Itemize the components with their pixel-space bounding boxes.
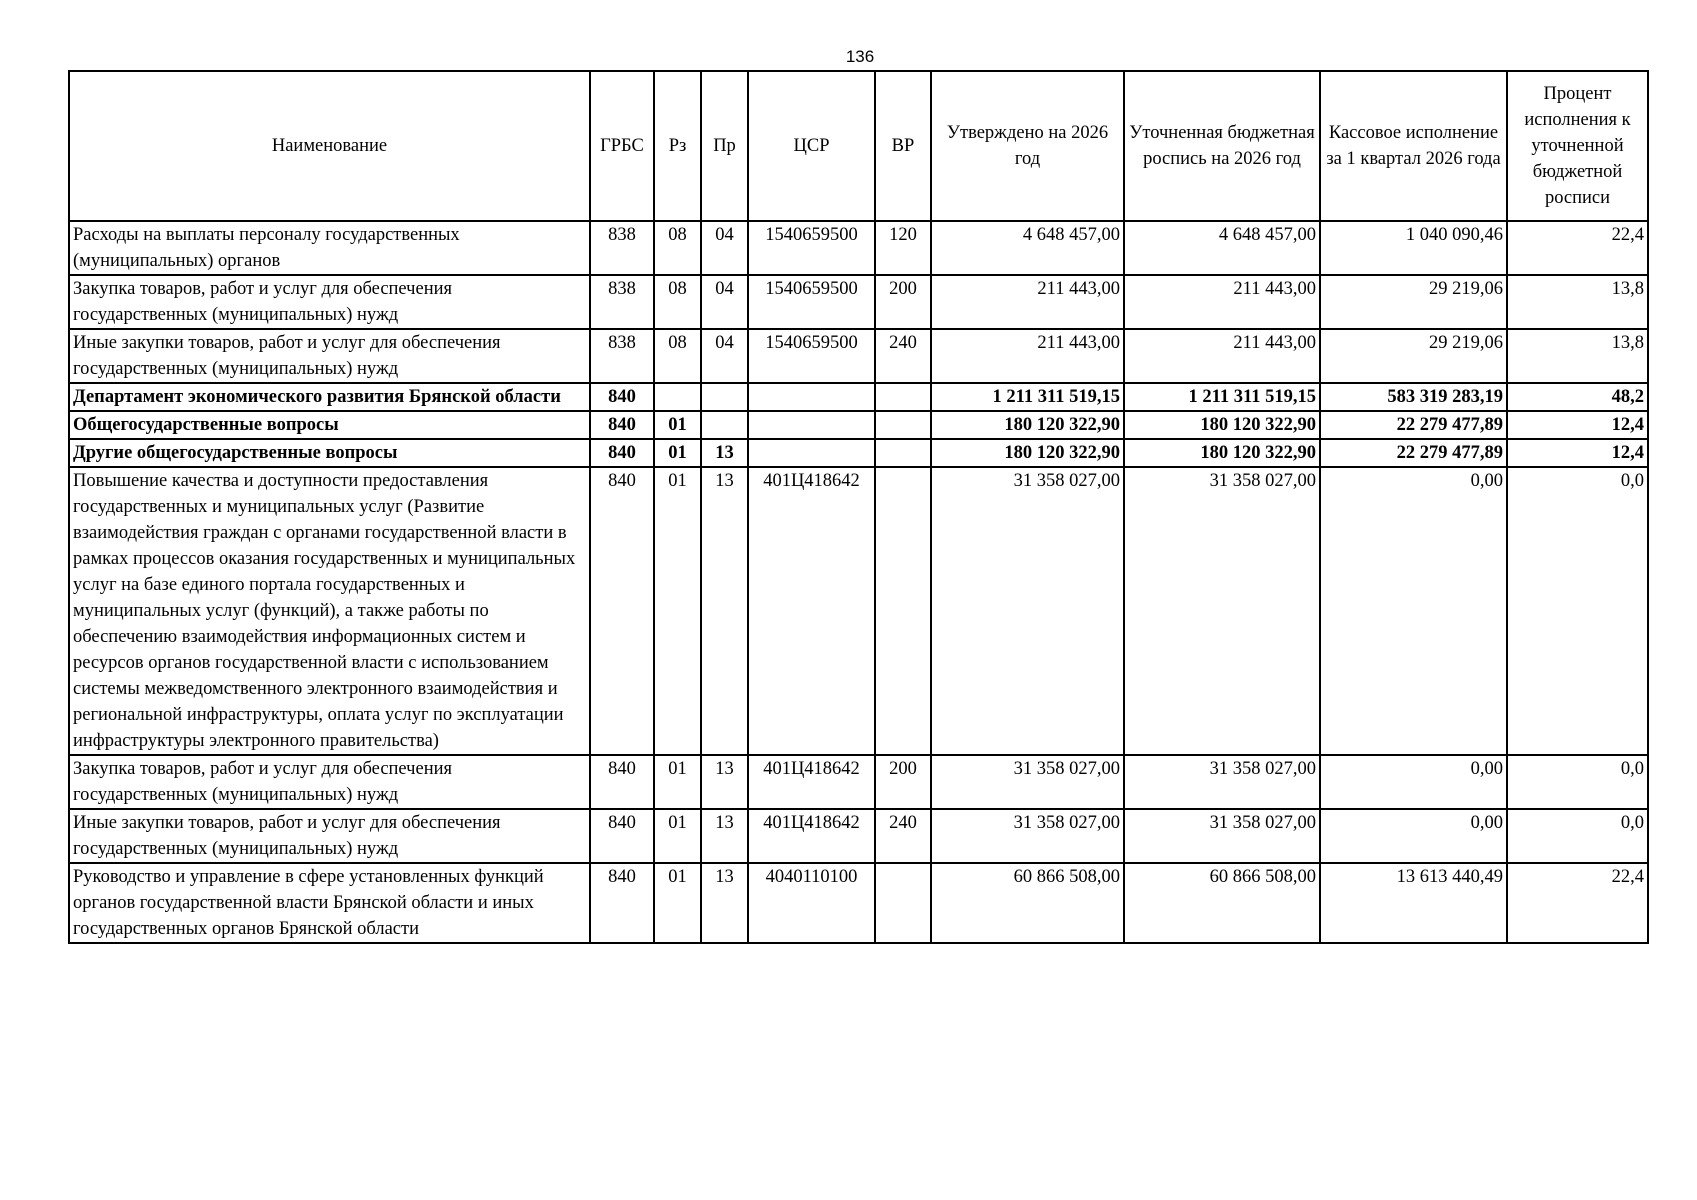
row-rz: 08 [654, 329, 701, 383]
table-row [69, 439, 1648, 467]
row-pr: 13 [701, 755, 748, 809]
row-cash: 583 319 283,19 [1320, 383, 1507, 411]
row-vr [875, 467, 931, 755]
row-percent: 0,0 [1507, 467, 1648, 755]
row-percent: 22,4 [1507, 221, 1648, 275]
row-csr: 401Ц418642 [748, 809, 875, 863]
row-pr [701, 383, 748, 411]
row-approved: 31 358 027,00 [931, 467, 1124, 755]
row-name: Расходы на выплаты персоналу государственных (муниципальных) органов [69, 221, 590, 275]
row-rz: 01 [654, 863, 701, 943]
header-csr: ЦСР [748, 71, 875, 221]
row-csr: 1540659500 [748, 329, 875, 383]
table-row [69, 383, 1648, 411]
row-name: Иные закупки товаров, работ и услуг для обеспечения государственных (муниципальных) нужд [69, 809, 590, 863]
row-refined: 31 358 027,00 [1124, 809, 1320, 863]
row-grbs: 840 [590, 755, 654, 809]
row-grbs: 840 [590, 439, 654, 467]
header-row [69, 71, 1648, 221]
row-refined: 211 443,00 [1124, 275, 1320, 329]
row-name: Повышение качества и доступности предоставления государственных и муниципальных услуг (Развитие взаимодействия граждан с органами государственной власти в рамках процессов оказания государственных и муниципальных услуг на базе единого портала государственных и муниципальных услуг (функций), а также работы по обеспечению взаимодействия информационных систем и ресурсов органов государственной власти с использованием системы межведомственного электронного взаимодействия и региональной инфраструктуры, оплата услуг по эксплуатации инфраструктуры электронного правительства) [69, 467, 590, 755]
row-csr [748, 439, 875, 467]
row-cash: 13 613 440,49 [1320, 863, 1507, 943]
row-vr [875, 439, 931, 467]
row-pr: 13 [701, 467, 748, 755]
row-cash: 22 279 477,89 [1320, 439, 1507, 467]
row-percent: 0,0 [1507, 755, 1648, 809]
row-rz: 08 [654, 275, 701, 329]
row-csr [748, 411, 875, 439]
row-pr: 13 [701, 809, 748, 863]
table-row [69, 221, 1648, 275]
row-refined: 180 120 322,90 [1124, 439, 1320, 467]
row-grbs: 838 [590, 329, 654, 383]
row-cash: 0,00 [1320, 755, 1507, 809]
header-vr: ВР [875, 71, 931, 221]
row-refined: 4 648 457,00 [1124, 221, 1320, 275]
row-approved: 60 866 508,00 [931, 863, 1124, 943]
row-pr: 04 [701, 221, 748, 275]
row-percent: 48,2 [1507, 383, 1648, 411]
row-cash: 29 219,06 [1320, 329, 1507, 383]
row-rz: 01 [654, 755, 701, 809]
row-grbs: 840 [590, 383, 654, 411]
row-vr [875, 411, 931, 439]
row-pr: 13 [701, 863, 748, 943]
row-name: Закупка товаров, работ и услуг для обеспечения государственных (муниципальных) нужд [69, 275, 590, 329]
row-cash: 0,00 [1320, 809, 1507, 863]
header-refined: Уточненная бюджетная роспись на 2026 год [1124, 71, 1320, 221]
row-refined: 1 211 311 519,15 [1124, 383, 1320, 411]
row-grbs: 838 [590, 221, 654, 275]
row-approved: 180 120 322,90 [931, 439, 1124, 467]
row-grbs: 840 [590, 411, 654, 439]
row-vr: 120 [875, 221, 931, 275]
row-vr [875, 863, 931, 943]
row-pr [701, 411, 748, 439]
row-rz: 01 [654, 439, 701, 467]
row-vr: 240 [875, 329, 931, 383]
header-name: Наименование [69, 71, 590, 221]
row-name: Общегосударственные вопросы [69, 411, 590, 439]
table-row [69, 809, 1648, 863]
row-vr: 200 [875, 755, 931, 809]
header-cash: Кассовое исполнение за 1 квартал 2026 года [1320, 71, 1507, 221]
row-approved: 211 443,00 [931, 275, 1124, 329]
header-percent: Процент исполнения к уточненной бюджетной росписи [1507, 71, 1648, 221]
row-name: Закупка товаров, работ и услуг для обеспечения государственных (муниципальных) нужд [69, 755, 590, 809]
row-csr: 401Ц418642 [748, 755, 875, 809]
row-refined: 211 443,00 [1124, 329, 1320, 383]
row-approved: 1 211 311 519,15 [931, 383, 1124, 411]
row-grbs: 840 [590, 863, 654, 943]
row-refined: 60 866 508,00 [1124, 863, 1320, 943]
row-grbs: 838 [590, 275, 654, 329]
row-refined: 31 358 027,00 [1124, 755, 1320, 809]
header-grbs: ГРБС [590, 71, 654, 221]
row-approved: 211 443,00 [931, 329, 1124, 383]
row-csr [748, 383, 875, 411]
row-rz [654, 383, 701, 411]
row-percent: 12,4 [1507, 411, 1648, 439]
row-pr: 04 [701, 275, 748, 329]
row-rz: 01 [654, 411, 701, 439]
row-name: Руководство и управление в сфере установленных функций органов государственной власти Брянской области и иных государственных органов Брянской области [69, 863, 590, 943]
table-row [69, 863, 1648, 943]
row-vr: 240 [875, 809, 931, 863]
row-grbs: 840 [590, 809, 654, 863]
table-row [69, 467, 1648, 755]
row-csr: 4040110100 [748, 863, 875, 943]
row-name: Иные закупки товаров, работ и услуг для обеспечения государственных (муниципальных) нужд [69, 329, 590, 383]
header-rz: Рз [654, 71, 701, 221]
row-rz: 01 [654, 467, 701, 755]
row-approved: 4 648 457,00 [931, 221, 1124, 275]
row-vr: 200 [875, 275, 931, 329]
header-approved: Утверждено на 2026 год [931, 71, 1124, 221]
row-percent: 13,8 [1507, 329, 1648, 383]
row-pr: 13 [701, 439, 748, 467]
row-grbs: 840 [590, 467, 654, 755]
table-row [69, 411, 1648, 439]
row-csr: 401Ц418642 [748, 467, 875, 755]
header-pr: Пр [701, 71, 748, 221]
row-vr [875, 383, 931, 411]
row-percent: 13,8 [1507, 275, 1648, 329]
row-name: Другие общегосударственные вопросы [69, 439, 590, 467]
row-cash: 29 219,06 [1320, 275, 1507, 329]
row-percent: 22,4 [1507, 863, 1648, 943]
row-approved: 180 120 322,90 [931, 411, 1124, 439]
table-row [69, 275, 1648, 329]
row-name: Департамент экономического развития Брянской области [69, 383, 590, 411]
row-cash: 22 279 477,89 [1320, 411, 1507, 439]
row-csr: 1540659500 [748, 275, 875, 329]
row-approved: 31 358 027,00 [931, 809, 1124, 863]
row-rz: 01 [654, 809, 701, 863]
table-row [69, 329, 1648, 383]
row-percent: 0,0 [1507, 809, 1648, 863]
row-cash: 0,00 [1320, 467, 1507, 755]
row-refined: 31 358 027,00 [1124, 467, 1320, 755]
row-refined: 180 120 322,90 [1124, 411, 1320, 439]
row-percent: 12,4 [1507, 439, 1648, 467]
row-cash: 1 040 090,46 [1320, 221, 1507, 275]
budget-table [68, 70, 1649, 944]
row-pr: 04 [701, 329, 748, 383]
row-csr: 1540659500 [748, 221, 875, 275]
row-rz: 08 [654, 221, 701, 275]
row-approved: 31 358 027,00 [931, 755, 1124, 809]
table-row [69, 755, 1648, 809]
page-number: 136 [845, 47, 875, 66]
